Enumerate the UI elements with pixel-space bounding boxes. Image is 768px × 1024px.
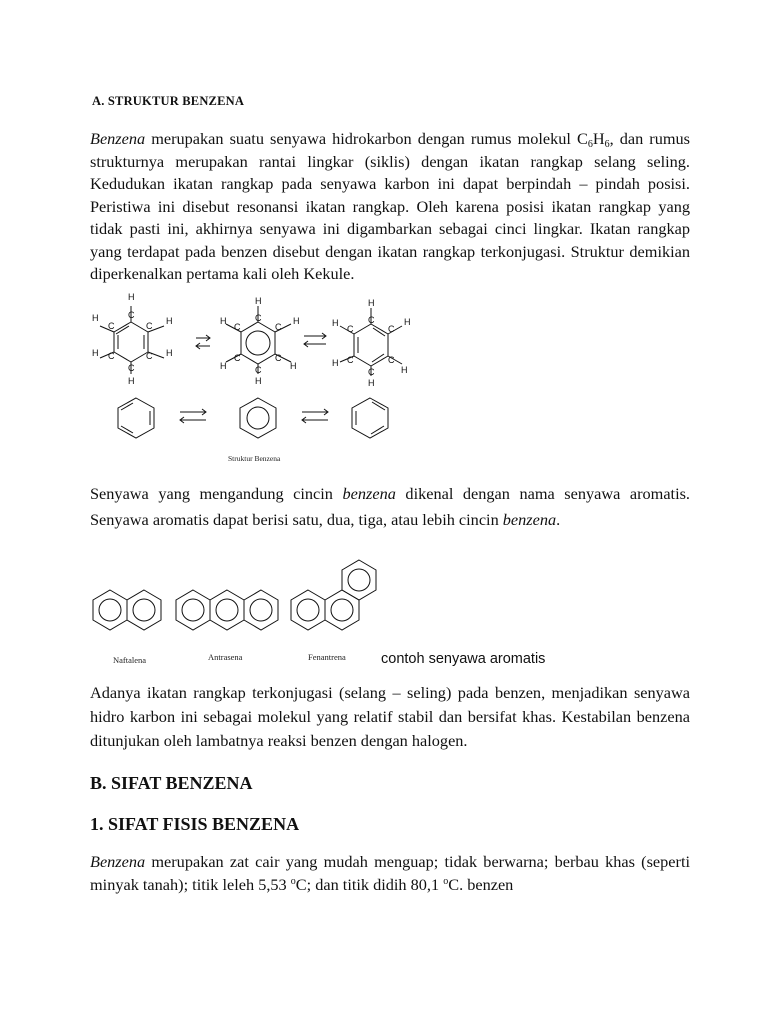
svg-text:H: H: [255, 376, 262, 386]
svg-text:H: H: [368, 378, 375, 388]
term-benzena: benzena: [502, 510, 557, 529]
svg-text:H: H: [290, 361, 297, 371]
section-b-heading: B. SIFAT BENZENA: [90, 773, 253, 793]
paragraph-benzene-stability: Adanya ikatan rangkap terkonjugasi (selang – seling) pada benzen, menjadikan senyawa hidro karbon ini sebagai molekul yang relatif stabil dan bersifat khas. Kestabilan benzena ditunjukan oleh lambatnya reaksi benzen dengan halogen.: [90, 683, 690, 750]
svg-text:H: H: [401, 365, 408, 375]
p4-text-3: C. benzen: [448, 874, 514, 894]
paragraph-benzene-structure: [90, 128, 690, 286]
svg-text:C: C: [234, 322, 241, 332]
paragraph-physical-properties: [90, 851, 690, 896]
kekule-skeletal-1: [118, 398, 154, 438]
svg-text:C: C: [255, 313, 262, 323]
subsection-1-heading: 1. SIFAT FISIS BENZENA: [90, 814, 300, 834]
term-benzena: benzena: [342, 484, 396, 503]
benzene-circle-skeletal: [240, 398, 276, 438]
benzene-resonance-diagram: [88, 288, 438, 453]
svg-text:H: H: [92, 313, 99, 323]
svg-text:H: H: [166, 316, 173, 326]
p1-text-1: merupakan suatu senyawa hidrokarbon dengan rumus molekul C: [145, 129, 588, 148]
svg-text:H: H: [92, 348, 99, 358]
svg-text:H: H: [220, 361, 227, 371]
svg-text:C: C: [275, 353, 282, 363]
svg-text:C: C: [388, 324, 395, 334]
svg-text:C: C: [388, 355, 395, 365]
svg-text:H: H: [255, 296, 262, 306]
label-fenantrena: Fenantrena: [308, 652, 346, 662]
anthracene-structure: [176, 590, 278, 630]
svg-text:C: C: [368, 367, 375, 377]
svg-text:H: H: [404, 317, 411, 327]
svg-text:C: C: [108, 351, 115, 361]
svg-text:C: C: [255, 365, 262, 375]
atom-labels: [92, 292, 411, 388]
p2-text-3: .: [556, 510, 561, 529]
p4-text-2: C; dan titik didih 80,1: [295, 874, 444, 894]
svg-text:C: C: [347, 324, 354, 334]
section-a-heading: A. STRUKTUR BENZENA: [92, 94, 245, 108]
term-benzena: Benzena: [90, 852, 146, 871]
p1-text-2: H: [592, 129, 605, 148]
degree-superscript: o: [290, 875, 296, 887]
svg-text:C: C: [128, 363, 135, 373]
p2-text-1: Senyawa yang mengandung cincin: [90, 484, 343, 503]
figure-caption-contoh-senyawa-aromatis: contoh senyawa aromatis: [381, 651, 546, 667]
svg-text:H: H: [128, 292, 135, 302]
p4-text-1: merupakan zat cair yang mudah menguap; tidak berwarna; berbau khas (seperti minyak tanah); titik leleh 5,53: [90, 852, 690, 894]
p1-text-3: , dan rumus strukturnya merupakan rantai lingkar (siklis) dengan ikatan rangkap selang seling. Kedudukan ikatan rangkap pada senyawa karbon ini dapat berpindah – pindah posisi. Peristiwa ini disebut resonansi ikatan rangkap. Oleh karena posisi ikatan rangkap yang tidak pasti ini, akhirnya senyawa ini digambarkan sebagai cinci lingkar. Ikatan rangkap yang terdapat pada benzen disebut dengan ikatan rangkap terkonjugasi. Struktur demikian diperkenalkan pertama kali oleh Kekule.: [90, 129, 691, 283]
kekule-skeletal-2: [352, 398, 388, 438]
formula-subscript-h: 6: [604, 139, 610, 150]
formula-subscript-c: 6: [587, 139, 593, 150]
figure-caption-struktur-benzena: Struktur Benzena: [228, 454, 281, 463]
phenanthrene-structure: [291, 560, 376, 630]
term-benzena: Benzena: [90, 129, 146, 148]
svg-text:H: H: [332, 358, 339, 368]
svg-text:C: C: [347, 355, 354, 365]
label-antrasena: Antrasena: [208, 652, 243, 662]
svg-text:H: H: [368, 298, 375, 308]
svg-text:C: C: [368, 315, 375, 325]
svg-text:H: H: [332, 318, 339, 328]
naphthalene-structure: [93, 590, 161, 630]
degree-superscript: o: [443, 875, 449, 887]
svg-text:H: H: [220, 316, 227, 326]
svg-text:C: C: [234, 353, 241, 363]
aromatic-compounds-diagram: [88, 548, 398, 648]
svg-text:H: H: [293, 316, 300, 326]
svg-text:C: C: [146, 321, 153, 331]
svg-text:C: C: [128, 310, 135, 320]
paragraph-aromatic-compounds: [90, 481, 690, 533]
p2-text-2: dikenal dengan nama senyawa aromatis. Senyawa aromatis dapat berisi satu, dua, tiga, atau lebih cincin: [90, 484, 691, 529]
svg-text:H: H: [128, 376, 135, 386]
svg-text:C: C: [108, 321, 115, 331]
svg-text:H: H: [166, 348, 173, 358]
svg-text:C: C: [146, 351, 153, 361]
label-naftalena: Naftalena: [113, 655, 147, 665]
svg-text:C: C: [275, 322, 282, 332]
